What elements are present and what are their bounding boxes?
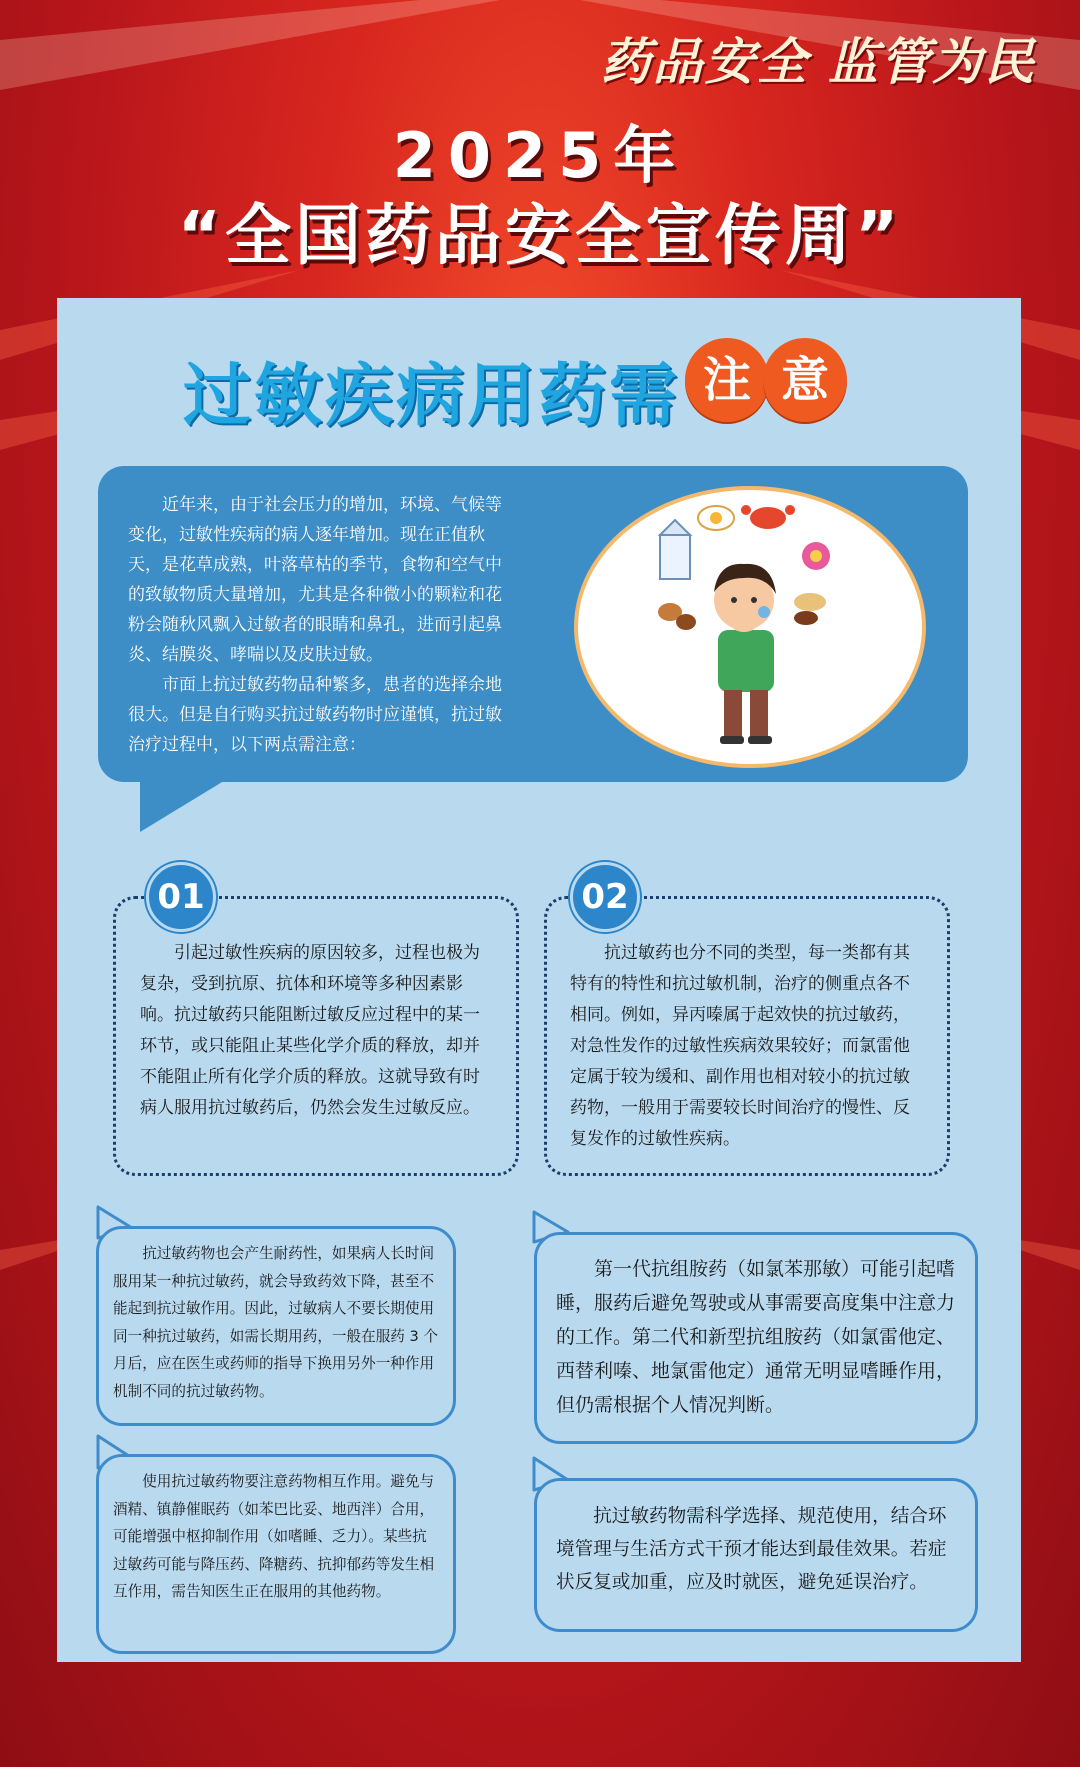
intro-paragraph-2: 市面上抗过敏药物品种繁多，患者的选择余地很大。但是自行购买抗过敏药物时应谨慎，抗过敏治疗过程中，以下两点需注意： bbox=[128, 675, 502, 755]
heading-badge-1: 注 bbox=[685, 338, 769, 422]
tip-bubble-2-text-wrap bbox=[556, 1252, 958, 1422]
tip-bubble-1-text: 抗过敏药物也会产生耐药性，如果病人长时间服用某一种抗过敏药，就会导致药效下降，甚至不能起到抗过敏作用。因此，过敏病人不要长期使用同一种抗过敏药，如需长期用药，一般在服药 3 个月后，应在医生或药师的指导下换用另外一种作用机制不同的抗过敏药物。 bbox=[113, 1245, 439, 1400]
tip-bubble-2-text: 第一代抗组胺药（如氯苯那敏）可能引起嗜睡，服药后避免驾驶或从事需要高度集中注意力的工作。第二代和新型抗组胺药（如氯雷他定、西替利嗪、地氯雷他定）通常无明显嗜睡作用，但仍需根据个人情况判断。 bbox=[556, 1258, 956, 1416]
point-text-2: 抗过敏药也分不同的类型，每一类都有其特有的特性和抗过敏机制，治疗的侧重点各不相同。例如，异丙嗪属于起效快的抗过敏药，对急性发作的过敏性疾病效果较好；而氯雷他定属于较为缓和、副作用也相对较小的抗过敏药物，一般用于需要较长时间治疗的慢性、反复发作的过敏性疾病。 bbox=[570, 943, 910, 1149]
tip-bubble-4-text-wrap bbox=[556, 1500, 960, 1599]
point-text-1: 引起过敏性疾病的原因较多，过程也极为复杂，受到抗原、抗体和环境等多种因素影响。抗过敏药只能阻断过敏反应过程中的某一环节，或只能阻止某些化学介质的释放，却并不能阻止所有化学介质的释放。这就导致有时病人服用抗过敏药后，仍然会发生过敏反应。 bbox=[140, 943, 480, 1118]
tip-bubble-3-text: 使用抗过敏药物要注意药物相互作用。避免与酒精、镇静催眠药（如苯巴比妥、地西泮）合用，可能增强中枢抑制作用（如嗜睡、乏力）。某些抗过敏药可能与降压药、降糖药、抗抑郁药等发生相互作用，需告知医生正在服用的其他药物。 bbox=[113, 1473, 435, 1601]
tip-bubble-3-text-wrap bbox=[113, 1468, 439, 1606]
slogan: 药品安全 监管为民 bbox=[600, 32, 1036, 91]
section-heading: 过敏疾病用药需 bbox=[183, 357, 681, 436]
intro-paragraph-1: 近年来，由于社会压力的增加，环境、气候等变化，过敏性疾病的病人逐年增加。现在正值秋天，是花草成熟，叶落草枯的季节，食物和空气中的致敏物质大量增加，尤其是各种微小的颗粒和花粉会随秋风飘入过敏者的眼睛和鼻孔，进而引起鼻炎、结膜炎、哮喘以及皮肤过敏。 bbox=[128, 495, 502, 665]
point-number-1: 01 bbox=[146, 862, 216, 932]
title-main: “全国药品安全宣传周” bbox=[177, 197, 903, 274]
title-year: 2025年 bbox=[392, 119, 688, 192]
tip-bubble-4-text: 抗过敏药物需科学选择、规范使用，结合环境管理与生活方式干预才能达到最佳效果。若症状反复或加重，应及时就医，避免延误治疗。 bbox=[556, 1506, 947, 1593]
tip-bubble-1-text-wrap bbox=[113, 1240, 439, 1406]
point-number-2: 02 bbox=[570, 862, 640, 932]
heading-badge-2: 意 bbox=[763, 338, 847, 422]
